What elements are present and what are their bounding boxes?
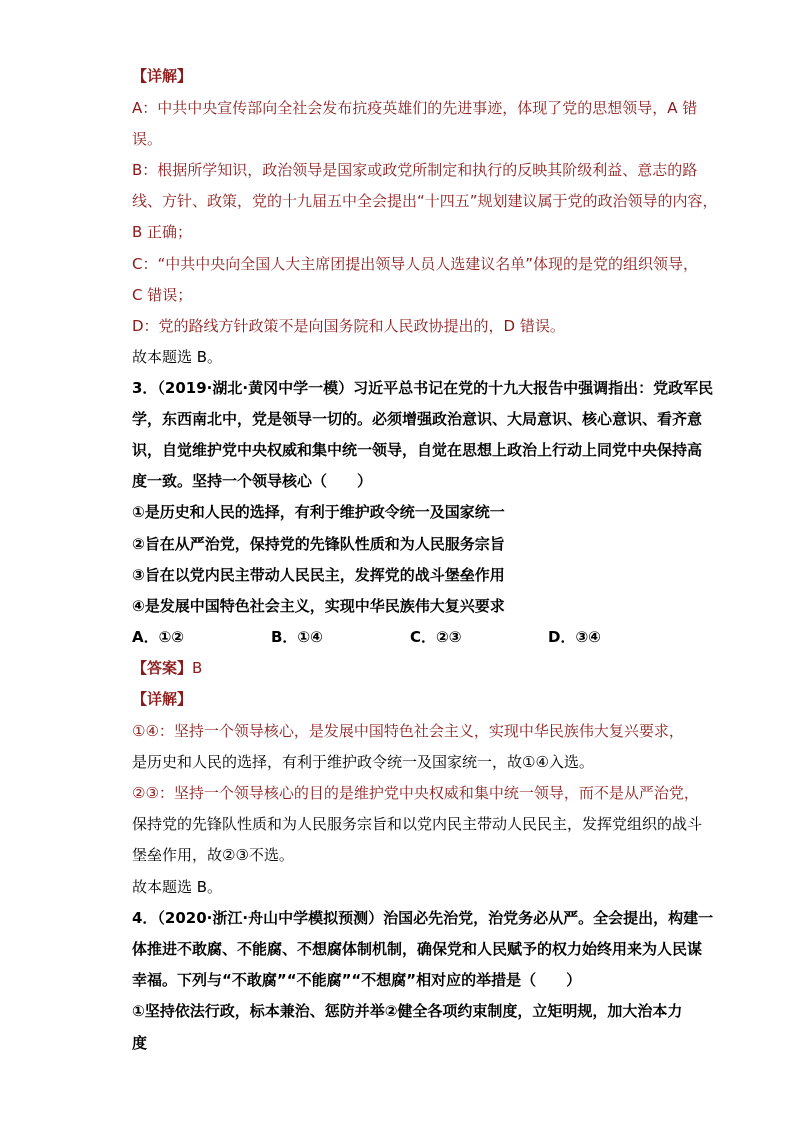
question-item: ②旨在从严治党，保持党的先锋队性质和为人民服务宗旨 xyxy=(132,535,505,553)
explanation-heading: 【详解】 xyxy=(132,67,193,85)
question-item: ①是历史和人民的选择，有利于维护政令统一及国家统一 xyxy=(132,503,505,521)
explanation-line: 是历史和人民的选择，有利于维护政令统一及国家统一，故①④入选。 xyxy=(132,753,594,771)
explanation-line: 线、方针、政策，党的十九届五中全会提出“十四五”规划建议属于党的政治领导的内容， xyxy=(132,192,718,210)
explanation-heading: 【详解】 xyxy=(132,690,193,708)
explanation-line: 堡垒作用，故②③不选。 xyxy=(132,846,294,864)
question-stem-line: 3．（2019·湖北·黄冈中学一模）习近平总书记在党的十九大报告中强调指出：党政军民 xyxy=(132,379,714,397)
explanation-line: C 错误； xyxy=(132,286,193,304)
answer-value: B xyxy=(192,659,203,677)
explanation-line: B 正确； xyxy=(132,223,193,241)
option-b: B．①④ xyxy=(271,628,323,646)
question-stem-line: 4．（2020·浙江·舟山中学模拟预测）治国必先治党，治党务必从严。全会提出，构建一 xyxy=(132,909,714,927)
question-item: ③旨在以党内民主带动人民民主，发挥党的战斗堡垒作用 xyxy=(132,566,505,584)
explanation-line: ①④：坚持一个领导核心，是发展中国特色社会主义，实现中华民族伟大复兴要求， xyxy=(132,722,684,740)
option-c: C．②③ xyxy=(410,628,462,646)
option-a: A．①② xyxy=(132,628,185,646)
conclusion-line: 故本题选 B。 xyxy=(132,348,223,366)
question-stem-line: 体推进不敢腐、不能腐、不想腐体制机制，确保党和人民赋予的权力始终用来为人民谋 xyxy=(132,940,703,958)
explanation-line: B：根据所学知识，政治领导是国家或政党所制定和执行的反映其阶级利益、意志的路 xyxy=(132,161,698,179)
explanation-line: ②③：坚持一个领导核心的目的是维护党中央权威和集中统一领导，而不是从严治党， xyxy=(132,784,699,802)
answer-line xyxy=(132,658,202,678)
conclusion-line: 故本题选 B。 xyxy=(132,878,223,896)
explanation-line: C：“中共中央向全国人大主席团提出领导人员人选建议名单”体现的是党的组织领导， xyxy=(132,255,699,273)
option-d: D．③④ xyxy=(548,628,601,646)
question-stem-line: 识，自觉维护党中央权威和集中统一领导，自觉在思想上政治上行动上同党中央保持高 xyxy=(132,441,703,459)
question-stem-line: 度一致。坚持一个领导核心（ ） xyxy=(132,472,373,490)
explanation-line: 保持党的先锋队性质和为人民服务宗旨和以党内民主带动人民民主，发挥党组织的战斗 xyxy=(132,815,703,833)
explanation-line: A：中共中央宣传部向全社会发布抗疫英雄们的先进事迹，体现了党的思想领导，A 错 xyxy=(132,99,698,117)
question-stem-line: 学，东西南北中，党是领导一切的。必须增强政治意识、大局意识、核心意识、看齐意 xyxy=(132,410,703,428)
question-item: ④是发展中国特色社会主义，实现中华民族伟大复兴要求 xyxy=(132,597,505,615)
explanation-line: 误。 xyxy=(132,130,163,148)
answer-label: 【答案】 xyxy=(132,659,193,677)
question-stem-line: 幸福。下列与“不敢腐”“不能腐”“不想腐”相对应的举措是（ ） xyxy=(132,971,582,989)
question-item: ①坚持依法行政，标本兼治、惩防并举②健全各项约束制度，立矩明规，加大治本力 xyxy=(132,1002,683,1020)
explanation-line: D：党的路线方针政策不是向国务院和人民政协提出的，D 错误。 xyxy=(132,317,565,335)
question-item: 度 xyxy=(132,1034,148,1052)
